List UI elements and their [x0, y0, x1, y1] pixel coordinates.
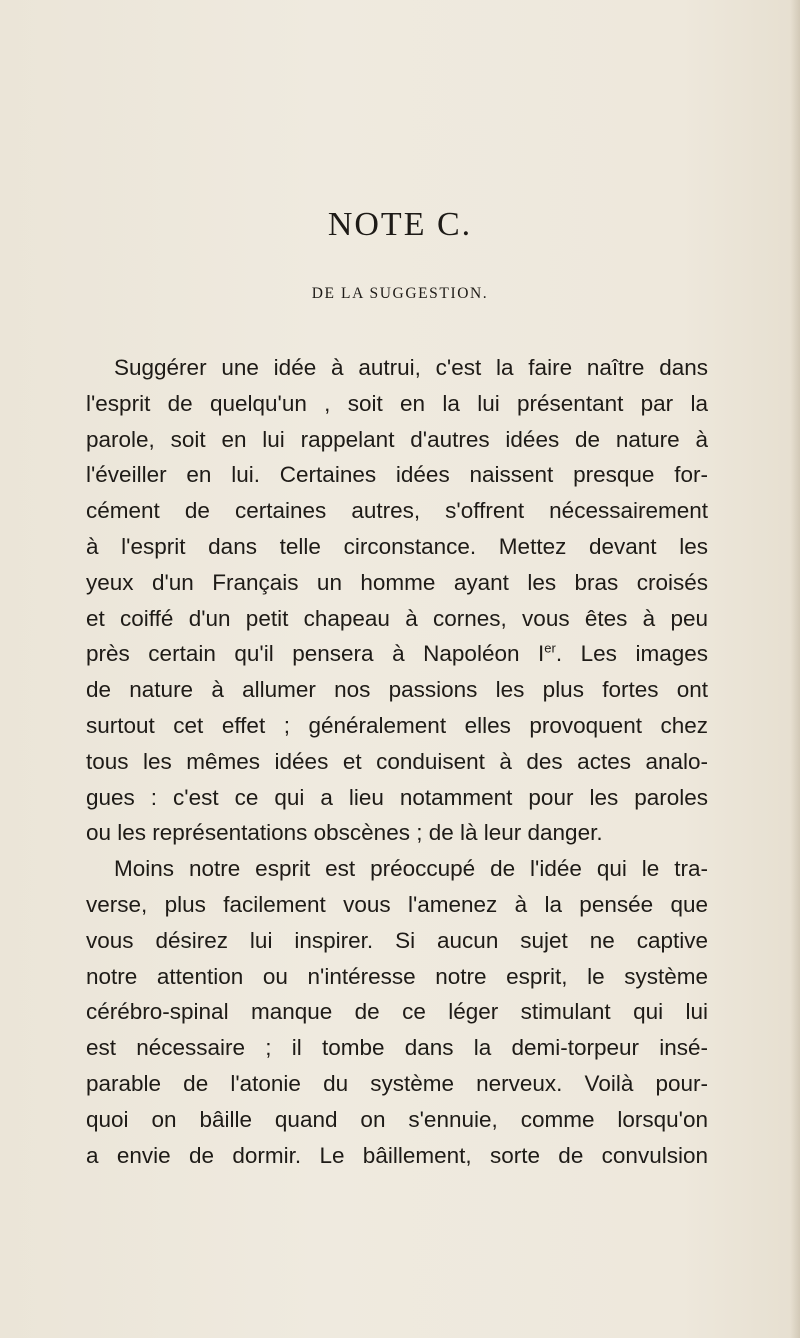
text-line: est nécessaire ; il tombe dans la demi-torpeur insé- — [86, 1035, 708, 1061]
text-line: et coiffé d'un petit chapeau à cornes, vous êtes à peu — [86, 605, 708, 631]
page-edge-shadow — [790, 0, 800, 1338]
text-line: tous les mêmes idées et conduisent à des actes analo- — [86, 748, 708, 774]
text-line: verse, plus facilement vous l'amenez à la pensée que — [86, 891, 708, 917]
text-line: ou les représentations obscènes ; de là leur danger. — [86, 820, 603, 846]
napoleon-superscript: er — [544, 640, 556, 656]
napoleon-before: près certain qu'il pensera à Napoléon I — [86, 641, 545, 667]
text-line: a envie de dormir. Le bâillement, sorte de convulsion — [86, 1142, 708, 1168]
text-line: de nature à allumer nos passions les plus fortes ont — [86, 677, 708, 703]
section-title: DE LA SUGGESTION. — [311, 285, 489, 302]
body-text — [86, 350, 708, 1173]
text-line: parable de l'atonie du système nerveux. Voilà pour- — [86, 1070, 708, 1096]
text-line: surtout cet effet ; généralement elles provoquent chez — [86, 712, 708, 738]
text-line: l'éveiller en lui. Certaines idées naissent presque for- — [86, 462, 708, 488]
text-line: Moins notre esprit est préoccupé de l'idée qui le tra- — [114, 856, 708, 882]
text-line: Suggérer une idée à autrui, c'est la faire naître dans — [114, 355, 708, 380]
text-line: cérébro-spinal manque de ce léger stimulant qui lui — [86, 999, 708, 1025]
text-line: gues : c'est ce qui a lieu notamment pour les paroles — [86, 784, 708, 810]
text-line: quoi on bâille quand on s'ennuie, comme lorsqu'on — [86, 1106, 708, 1132]
text-line: yeux d'un Français un homme ayant les bras croisés — [86, 569, 708, 595]
text-line: vous désirez lui inspirer. Si aucun sujet ne captive — [86, 927, 708, 953]
note-title: NOTE C. — [327, 206, 473, 243]
text-line: parole, soit en lui rappelant d'autres idées de nature à — [86, 426, 708, 452]
text-line: à l'esprit dans telle circonstance. Mettez devant les — [86, 533, 708, 559]
text-line: notre attention ou n'intéresse notre esprit, le système — [86, 963, 708, 989]
text-line: l'esprit de quelqu'un , soit en la lui présentant par la — [86, 390, 708, 416]
text-line-napoleon — [86, 636, 708, 672]
napoleon-after: . Les images — [555, 641, 708, 667]
text-line: cément de certaines autres, s'offrent nécessairement — [86, 498, 708, 524]
